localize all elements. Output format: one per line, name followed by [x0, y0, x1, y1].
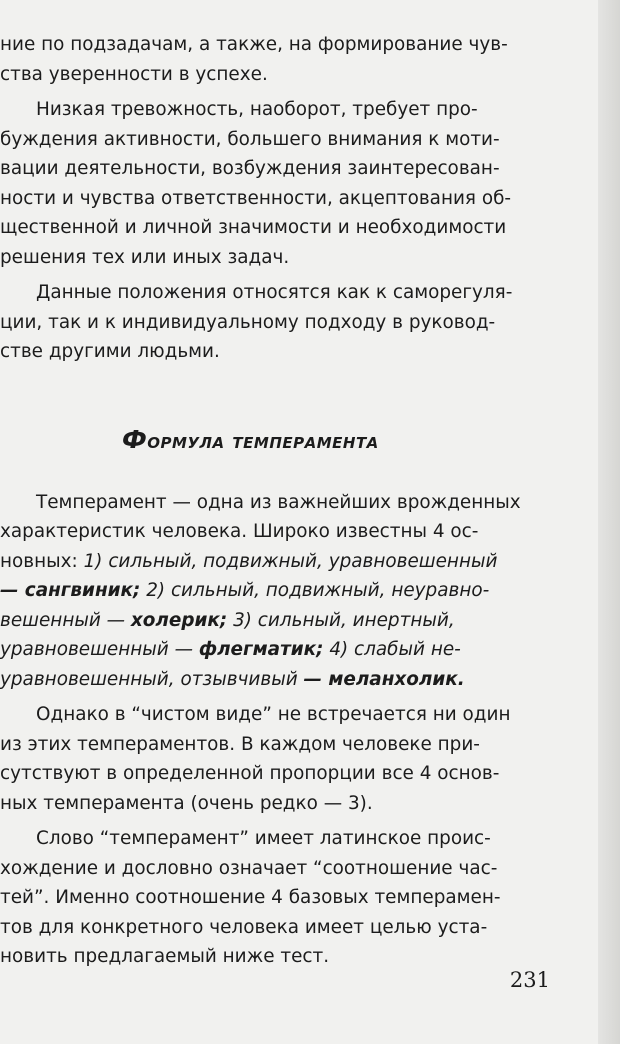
page-edge — [598, 0, 620, 1044]
text-run-italic: 1) сильный, подвижный, уравновешенный — [83, 550, 498, 572]
text-line — [0, 547, 556, 577]
paragraph-word-origin — [0, 824, 556, 972]
paragraph-continuation — [0, 30, 556, 89]
text-line — [0, 606, 556, 636]
text-line: Темперамент — одна из важнейших врожденных — [36, 491, 521, 513]
text-run-italic: вешенный — — [0, 609, 131, 631]
text-line — [0, 635, 556, 665]
text-line: стве другими людьми. — [0, 341, 220, 362]
text-line: ции, так и к индивидуальному подходу в руковод- — [0, 311, 496, 333]
temperament-phlegmatic: флегматик; — [198, 639, 324, 660]
text-line: Данные положения относятся как к саморегуля- — [36, 282, 513, 303]
text-line: новить предлагаемый ниже тест. — [0, 946, 330, 967]
text-run-italic: 3) сильный, инертный, — [227, 609, 455, 631]
paragraph-pure-form — [0, 700, 556, 818]
paragraph-temperament — [0, 488, 556, 695]
text-line: тей”. Именно соотношение 4 базовых темперамен- — [0, 887, 501, 908]
text-line: ных темперамента (очень редко — 3). — [0, 792, 373, 814]
text-line: Низкая тревожность, наоборот, требует про- — [36, 99, 478, 120]
text-line: сутствуют в определенной пропорции все 4 основ- — [0, 763, 500, 784]
heading-rest: ормула темперамента — [147, 428, 379, 453]
text-line: ства уверенности в успехе. — [0, 63, 268, 85]
text-line — [0, 576, 556, 606]
text-line: щественной и личной значимости и необходимости — [0, 217, 507, 238]
text-line: характеристик человека. Широко известны 4 ос- — [0, 521, 479, 542]
text-run: новных: — [0, 550, 84, 572]
text-line: Слово “темперамент” имеет латинское проис- — [36, 828, 491, 849]
paragraph-self-regulation — [0, 278, 556, 367]
text-line: буждения активности, большего внимания к моти- — [0, 128, 500, 150]
text-line: ности и чувства ответственности, акцептования об- — [0, 187, 512, 209]
text-run-italic: уравновешенный — — [0, 639, 199, 660]
text-line — [0, 665, 556, 695]
paragraph-low-anxiety — [0, 95, 556, 272]
temperament-melancholic: — меланхолик. — [303, 668, 465, 690]
text-line: вации деятельности, возбуждения заинтересован- — [0, 158, 500, 179]
text-line: из этих темпераментов. В каждом человеке при- — [0, 733, 480, 755]
text-line: тов для конкретного человека имеет целью уста- — [0, 916, 488, 938]
text-line: ние по подзадачам, а также, на формирование чув- — [0, 34, 508, 55]
text-line: хождение и дословно означает “соотношение час- — [0, 857, 498, 879]
page-body — [0, 30, 556, 978]
text-run-italic: 2) сильный, подвижный, неуравно- — [140, 580, 490, 601]
text-run-italic: уравновешенный, отзывчивый — [0, 668, 304, 690]
text-line: решения тех или иных задач. — [0, 246, 290, 268]
temperament-sanguine: — сангвиник; — [0, 580, 141, 601]
text-run-italic: 4) слабый не- — [323, 639, 461, 660]
text-line: Однако в “чистом виде” не встречается ни один — [36, 704, 511, 725]
page-number: 231 — [509, 968, 550, 992]
section-heading — [122, 425, 556, 456]
temperament-choleric: холерик; — [130, 609, 228, 631]
heading-initial: Ф — [122, 424, 148, 454]
